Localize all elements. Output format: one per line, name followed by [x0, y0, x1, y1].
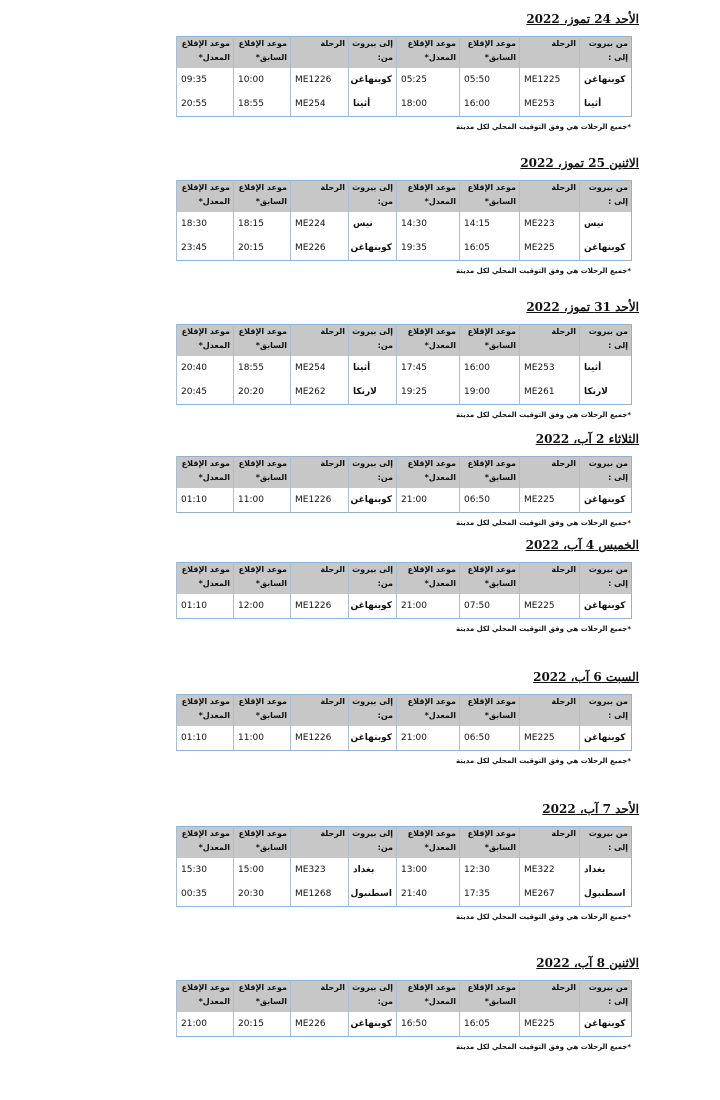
header-label: المعدل* [424, 997, 456, 1006]
header-label: موعد الإقلاع [238, 183, 287, 192]
header-dest: من بيروت إلى : [580, 181, 632, 213]
header-label: المعدل* [198, 711, 230, 720]
header-label: موعد الإقلاع [467, 565, 516, 574]
header-label: موعد الإقلاع [467, 183, 516, 192]
timezone-note: *جميع الرحلات هي وفق التوقيت المحلي لكل مدينة [456, 913, 631, 921]
flight-table [176, 980, 632, 1037]
header-label: موعد الإقلاع [407, 459, 456, 468]
table-header-row [177, 981, 632, 1013]
header-new-departure [397, 981, 460, 1013]
flight-number-cell: ME226 [291, 236, 349, 261]
flight-table [176, 36, 632, 117]
header-dest: من بيروت إلى : [580, 695, 632, 727]
date-heading: الأحد 7 آب، 2022 [542, 802, 639, 816]
header-label: السابق* [484, 711, 516, 720]
header-new-departure [397, 457, 460, 489]
header-label: موعد الإقلاع [467, 459, 516, 468]
header-origin: إلى بيروت من: [349, 981, 397, 1013]
flight-number-cell: ME322 [520, 858, 580, 882]
timezone-note: *جميع الرحلات هي وفق التوقيت المحلي لكل مدينة [456, 123, 631, 131]
flight-number-cell: ME225 [520, 594, 580, 619]
header-prev-departure [234, 563, 291, 595]
flight-number-cell: ME254 [291, 356, 349, 380]
previous-time-cell: 11:00 [234, 726, 291, 751]
timezone-note: *جميع الرحلات هي وفق التوقيت المحلي لكل مدينة [456, 267, 631, 275]
table-row [177, 726, 632, 751]
header-label: المعدل* [424, 341, 456, 350]
new-time-cell: 15:30 [177, 858, 234, 882]
header-dest: من بيروت إلى : [580, 563, 632, 595]
new-time-cell: 19:35 [397, 236, 460, 261]
header-label: موعد الإقلاع [407, 327, 456, 336]
previous-time-cell: 05:50 [460, 68, 520, 92]
new-time-cell: 16:50 [397, 1012, 460, 1037]
previous-time-cell: 06:50 [460, 726, 520, 751]
destination-cell: اسطنبول [580, 882, 632, 907]
previous-time-cell: 12:00 [234, 594, 291, 619]
header-label: السابق* [484, 197, 516, 206]
header-label: المعدل* [198, 843, 230, 852]
table-row [177, 488, 632, 513]
header-dest: من بيروت إلى : [580, 325, 632, 357]
destination-cell: كوبنهاغن [580, 726, 632, 751]
new-time-cell: 01:10 [177, 726, 234, 751]
new-time-cell: 13:00 [397, 858, 460, 882]
flight-number-cell: ME253 [520, 356, 580, 380]
new-time-cell: 09:35 [177, 68, 234, 92]
header-label: موعد الإقلاع [407, 183, 456, 192]
header-origin: إلى بيروت من: [349, 827, 397, 859]
flight-table [176, 456, 632, 513]
origin-cell: كوبنهاغن [349, 68, 397, 92]
origin-cell: كوبنهاغن [349, 594, 397, 619]
header-dest: من بيروت إلى : [580, 37, 632, 69]
previous-time-cell: 18:55 [234, 356, 291, 380]
new-time-cell: 05:25 [397, 68, 460, 92]
header-label: السابق* [255, 197, 287, 206]
new-time-cell: 20:40 [177, 356, 234, 380]
flight-number-cell: ME223 [520, 212, 580, 236]
new-time-cell: 00:35 [177, 882, 234, 907]
timezone-note: *جميع الرحلات هي وفق التوقيت المحلي لكل مدينة [456, 1043, 631, 1051]
header-label: موعد الإقلاع [181, 459, 230, 468]
flight-number-cell: ME253 [520, 92, 580, 117]
flight-number-cell: ME225 [520, 1012, 580, 1037]
table-row [177, 594, 632, 619]
flight-number-cell: ME1226 [291, 488, 349, 513]
previous-time-cell: 16:00 [460, 92, 520, 117]
previous-time-cell: 20:15 [234, 236, 291, 261]
header-label: السابق* [255, 711, 287, 720]
header-flight: الرحلة [520, 827, 580, 859]
header-label: السابق* [484, 473, 516, 482]
previous-time-cell: 17:35 [460, 882, 520, 907]
header-flight: الرحلة [520, 325, 580, 357]
new-time-cell: 17:45 [397, 356, 460, 380]
header-label: موعد الإقلاع [467, 39, 516, 48]
table-row [177, 236, 632, 261]
flight-number-cell: ME1226 [291, 594, 349, 619]
header-prev-departure [460, 981, 520, 1013]
origin-cell: أثينا [349, 356, 397, 380]
header-new-departure [397, 181, 460, 213]
header-prev-departure [460, 563, 520, 595]
header-label: موعد الإقلاع [181, 829, 230, 838]
table-header-row [177, 181, 632, 213]
header-label: السابق* [484, 997, 516, 1006]
table-row [177, 1012, 632, 1037]
previous-time-cell: 18:55 [234, 92, 291, 117]
destination-cell: لارنكا [580, 380, 632, 405]
timezone-note: *جميع الرحلات هي وفق التوقيت المحلي لكل مدينة [456, 411, 631, 419]
date-heading: الاثنين 25 تموز، 2022 [520, 156, 639, 170]
origin-cell: كوبنهاغن [349, 488, 397, 513]
new-time-cell: 20:55 [177, 92, 234, 117]
origin-cell: بغداد [349, 858, 397, 882]
header-flight: الرحلة [291, 181, 349, 213]
header-new-departure [177, 457, 234, 489]
header-new-departure [177, 695, 234, 727]
table-row [177, 380, 632, 405]
table-header-row [177, 827, 632, 859]
header-prev-departure [234, 325, 291, 357]
header-label: موعد الإقلاع [407, 565, 456, 574]
date-heading: الثلاثاء 2 آب، 2022 [535, 432, 639, 446]
previous-time-cell: 14:15 [460, 212, 520, 236]
flight-number-cell: ME225 [520, 726, 580, 751]
header-label: المعدل* [424, 843, 456, 852]
header-label: المعدل* [198, 473, 230, 482]
header-new-departure [177, 563, 234, 595]
destination-cell: كوبنهاغن [580, 236, 632, 261]
flight-number-cell: ME225 [520, 488, 580, 513]
new-time-cell: 21:00 [397, 488, 460, 513]
destination-cell: كوبنهاغن [580, 488, 632, 513]
date-heading: الأحد 31 تموز، 2022 [526, 300, 639, 314]
table-row [177, 212, 632, 236]
header-new-departure [177, 181, 234, 213]
header-label: موعد الإقلاع [238, 327, 287, 336]
new-time-cell: 14:30 [397, 212, 460, 236]
origin-cell: أثينا [349, 92, 397, 117]
destination-cell: كوبنهاغن [580, 594, 632, 619]
header-new-departure [177, 827, 234, 859]
header-label: موعد الإقلاع [467, 327, 516, 336]
header-label: السابق* [255, 579, 287, 588]
previous-time-cell: 19:00 [460, 380, 520, 405]
header-label: المعدل* [198, 197, 230, 206]
header-label: موعد الإقلاع [238, 459, 287, 468]
table-header-row [177, 325, 632, 357]
previous-time-cell: 06:50 [460, 488, 520, 513]
timezone-note: *جميع الرحلات هي وفق التوقيت المحلي لكل مدينة [456, 519, 631, 527]
header-new-departure [177, 37, 234, 69]
header-label: السابق* [255, 473, 287, 482]
date-heading: الأحد 24 تموز، 2022 [526, 12, 639, 26]
header-prev-departure [234, 981, 291, 1013]
header-new-departure [177, 981, 234, 1013]
flight-number-cell: ME1225 [520, 68, 580, 92]
previous-time-cell: 11:00 [234, 488, 291, 513]
header-label: موعد الإقلاع [181, 565, 230, 574]
header-new-departure [397, 827, 460, 859]
header-origin: إلى بيروت من: [349, 695, 397, 727]
header-label: موعد الإقلاع [238, 983, 287, 992]
header-label: موعد الإقلاع [181, 697, 230, 706]
table-header-row [177, 457, 632, 489]
header-label: المعدل* [424, 197, 456, 206]
header-origin: إلى بيروت من: [349, 181, 397, 213]
header-flight: الرحلة [520, 37, 580, 69]
header-prev-departure [234, 181, 291, 213]
destination-cell: نيس [580, 212, 632, 236]
header-flight: الرحلة [520, 981, 580, 1013]
header-label: المعدل* [424, 711, 456, 720]
previous-time-cell: 15:00 [234, 858, 291, 882]
header-label: السابق* [255, 53, 287, 62]
header-prev-departure [234, 37, 291, 69]
header-flight: الرحلة [291, 457, 349, 489]
header-label: السابق* [255, 997, 287, 1006]
table-row [177, 356, 632, 380]
header-flight: الرحلة [520, 695, 580, 727]
table-header-row [177, 37, 632, 69]
header-label: المعدل* [424, 53, 456, 62]
previous-time-cell: 18:15 [234, 212, 291, 236]
header-label: موعد الإقلاع [238, 829, 287, 838]
previous-time-cell: 20:15 [234, 1012, 291, 1037]
previous-time-cell: 16:05 [460, 236, 520, 261]
header-flight: الرحلة [291, 325, 349, 357]
table-row [177, 68, 632, 92]
header-flight: الرحلة [520, 181, 580, 213]
previous-time-cell: 20:30 [234, 882, 291, 907]
header-label: المعدل* [198, 53, 230, 62]
header-origin: إلى بيروت من: [349, 325, 397, 357]
header-new-departure [397, 37, 460, 69]
header-flight: الرحلة [520, 457, 580, 489]
header-label: موعد الإقلاع [181, 39, 230, 48]
header-flight: الرحلة [520, 563, 580, 595]
header-label: موعد الإقلاع [238, 697, 287, 706]
flight-number-cell: ME224 [291, 212, 349, 236]
destination-cell: كوبنهاغن [580, 1012, 632, 1037]
new-time-cell: 01:10 [177, 488, 234, 513]
header-label: موعد الإقلاع [407, 829, 456, 838]
flight-number-cell: ME267 [520, 882, 580, 907]
header-prev-departure [234, 695, 291, 727]
header-new-departure [397, 695, 460, 727]
header-label: السابق* [255, 843, 287, 852]
header-label: موعد الإقلاع [181, 327, 230, 336]
previous-time-cell: 16:05 [460, 1012, 520, 1037]
flight-number-cell: ME226 [291, 1012, 349, 1037]
destination-cell: بغداد [580, 858, 632, 882]
header-flight: الرحلة [291, 981, 349, 1013]
origin-cell: لارنكا [349, 380, 397, 405]
flight-table [176, 694, 632, 751]
new-time-cell: 21:00 [177, 1012, 234, 1037]
header-dest: من بيروت إلى : [580, 457, 632, 489]
header-flight: الرحلة [291, 37, 349, 69]
header-flight: الرحلة [291, 563, 349, 595]
header-origin: إلى بيروت من: [349, 37, 397, 69]
destination-cell: أثينا [580, 356, 632, 380]
header-label: موعد الإقلاع [407, 697, 456, 706]
origin-cell: كوبنهاغن [349, 726, 397, 751]
header-label: المعدل* [198, 997, 230, 1006]
header-new-departure [177, 325, 234, 357]
header-label: المعدل* [424, 579, 456, 588]
header-label: موعد الإقلاع [467, 983, 516, 992]
flight-number-cell: ME225 [520, 236, 580, 261]
header-prev-departure [460, 457, 520, 489]
header-label: موعد الإقلاع [407, 983, 456, 992]
flight-number-cell: ME323 [291, 858, 349, 882]
header-label: موعد الإقلاع [407, 39, 456, 48]
table-row [177, 92, 632, 117]
origin-cell: اسطنبول [349, 882, 397, 907]
origin-cell: كوبنهاغن [349, 1012, 397, 1037]
header-flight: الرحلة [291, 695, 349, 727]
flight-number-cell: ME262 [291, 380, 349, 405]
destination-cell: كوبنهاغن [580, 68, 632, 92]
new-time-cell: 21:00 [397, 726, 460, 751]
header-label: السابق* [484, 843, 516, 852]
header-label: المعدل* [424, 473, 456, 482]
flight-number-cell: ME261 [520, 380, 580, 405]
flight-number-cell: ME1268 [291, 882, 349, 907]
date-heading: الخميس 4 آب، 2022 [525, 538, 639, 552]
table-header-row [177, 695, 632, 727]
header-label: موعد الإقلاع [181, 983, 230, 992]
header-label: موعد الإقلاع [467, 697, 516, 706]
header-prev-departure [460, 695, 520, 727]
header-label: السابق* [484, 341, 516, 350]
flight-number-cell: ME1226 [291, 726, 349, 751]
table-row [177, 882, 632, 907]
header-label: السابق* [484, 53, 516, 62]
header-origin: إلى بيروت من: [349, 563, 397, 595]
header-label: موعد الإقلاع [181, 183, 230, 192]
header-prev-departure [234, 827, 291, 859]
new-time-cell: 18:00 [397, 92, 460, 117]
header-prev-departure [234, 457, 291, 489]
header-label: المعدل* [198, 579, 230, 588]
table-header-row [177, 563, 632, 595]
header-origin: إلى بيروت من: [349, 457, 397, 489]
flight-table [176, 324, 632, 405]
header-dest: من بيروت إلى : [580, 827, 632, 859]
timezone-note: *جميع الرحلات هي وفق التوقيت المحلي لكل مدينة [456, 757, 631, 765]
flight-number-cell: ME254 [291, 92, 349, 117]
previous-time-cell: 07:50 [460, 594, 520, 619]
header-label: موعد الإقلاع [238, 565, 287, 574]
header-label: موعد الإقلاع [467, 829, 516, 838]
previous-time-cell: 16:00 [460, 356, 520, 380]
new-time-cell: 23:45 [177, 236, 234, 261]
header-label: موعد الإقلاع [238, 39, 287, 48]
previous-time-cell: 10:00 [234, 68, 291, 92]
flight-table [176, 826, 632, 907]
header-dest: من بيروت إلى : [580, 981, 632, 1013]
header-prev-departure [460, 827, 520, 859]
previous-time-cell: 12:30 [460, 858, 520, 882]
timezone-note: *جميع الرحلات هي وفق التوقيت المحلي لكل مدينة [456, 625, 631, 633]
origin-cell: كوبنهاغن [349, 236, 397, 261]
flight-table [176, 562, 632, 619]
origin-cell: نيس [349, 212, 397, 236]
new-time-cell: 21:40 [397, 882, 460, 907]
date-heading: الاثنين 8 آب، 2022 [536, 956, 639, 970]
header-prev-departure [460, 325, 520, 357]
previous-time-cell: 20:20 [234, 380, 291, 405]
header-label: السابق* [484, 579, 516, 588]
new-time-cell: 18:30 [177, 212, 234, 236]
new-time-cell: 21:00 [397, 594, 460, 619]
destination-cell: أثينا [580, 92, 632, 117]
header-prev-departure [460, 181, 520, 213]
header-flight: الرحلة [291, 827, 349, 859]
header-new-departure [397, 563, 460, 595]
flight-table [176, 180, 632, 261]
date-heading: السبت 6 آب، 2022 [533, 670, 639, 684]
header-label: السابق* [255, 341, 287, 350]
header-label: المعدل* [198, 341, 230, 350]
new-time-cell: 19:25 [397, 380, 460, 405]
new-time-cell: 20:45 [177, 380, 234, 405]
header-prev-departure [460, 37, 520, 69]
table-row [177, 858, 632, 882]
new-time-cell: 01:10 [177, 594, 234, 619]
flight-number-cell: ME1226 [291, 68, 349, 92]
header-new-departure [397, 325, 460, 357]
